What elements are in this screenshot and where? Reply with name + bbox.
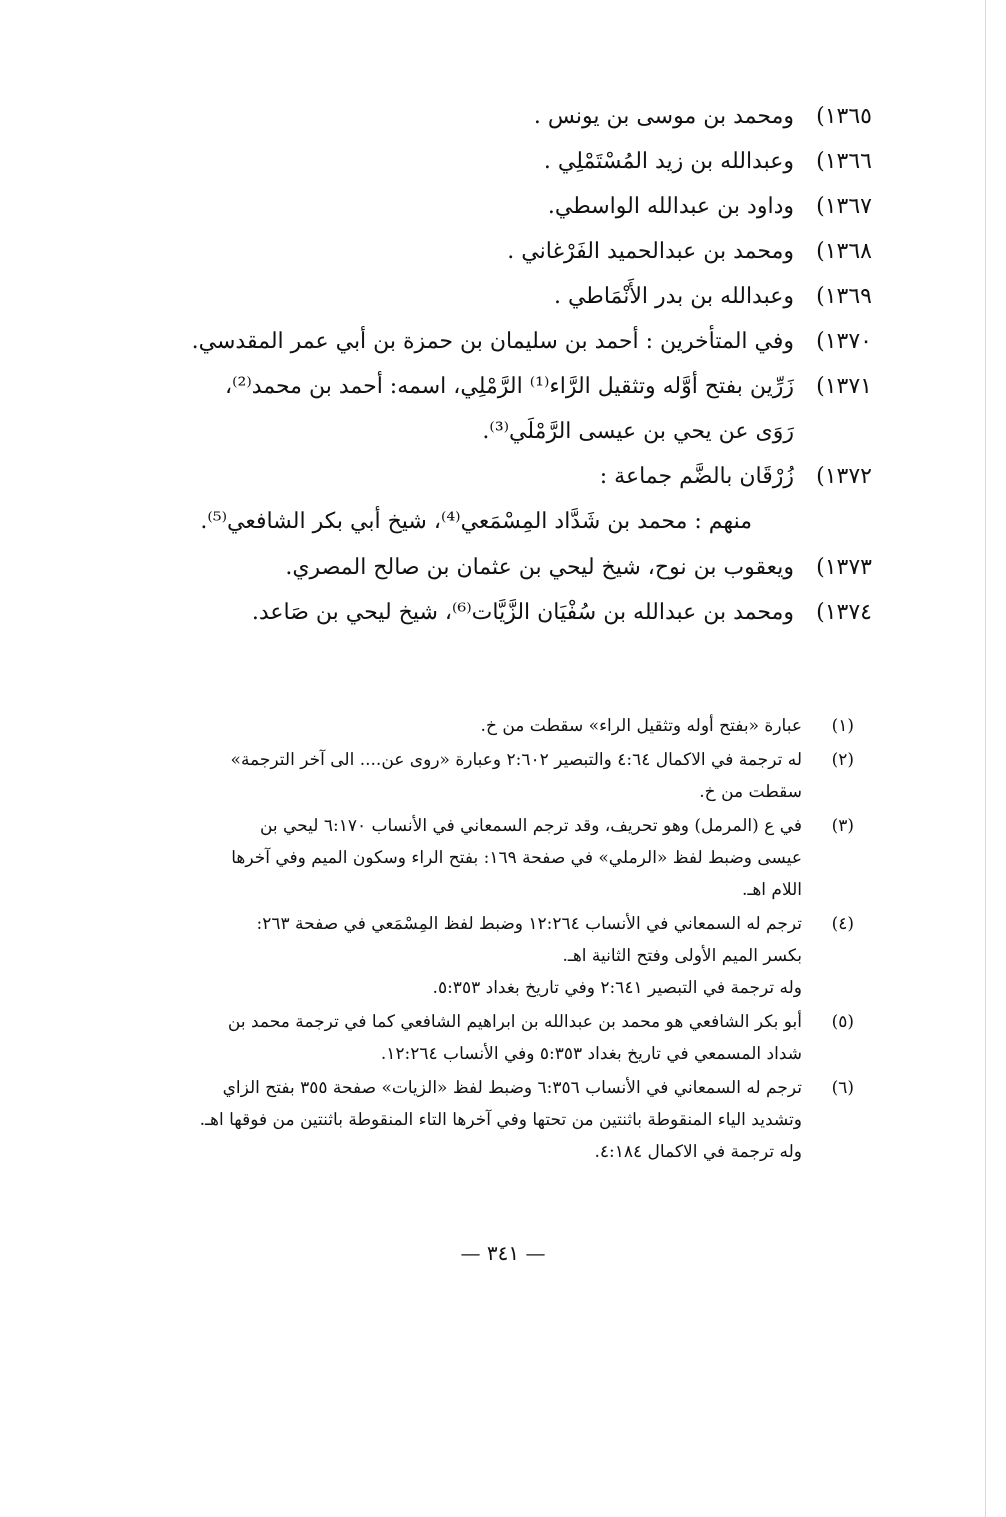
entry-text: ومحمد بن موسى بن يونس . [533,104,794,129]
entry-1373 [138,545,872,590]
entry-text: ويعقوب بن نوح، شيخ ليحي بن عثمان بن صالح المصري. [285,555,794,580]
entry-text: زَرِّين بفتح أوَّله وتثقيل الرَّاء⁽¹⁾ الرَّمْلِي، اسمه: أحمد بن محمد⁽²⁾، [224,374,794,399]
footnote-number: (٤) [831,914,854,934]
footnote-line: شداد المسمعي في تاريخ بغداد ٥:٣٥٣ وفي الأنساب ١٢:٢٦٤. [380,1044,802,1064]
entry-text: وعبدالله بن زيد المُسْتَمْلِي . [543,149,794,174]
entry-1368 [138,229,872,274]
entry-1366 [138,139,872,184]
footnote-line: سقطت من خ. [699,782,802,802]
entry-number: ١٣٦٩) [816,284,872,309]
entry-text: زُرْقَان بالضَّم جماعة : [599,464,794,489]
entry-number: ١٣٧٢) [816,464,872,489]
footnote-line: عيسى وضبط لفظ «الرملي» في صفحة ١٦٩: بفتح الراء وسكون الميم وفي آخرها [231,848,802,868]
entry-1369 [138,274,872,319]
entry-subline: منهم : محمد بن شَدَّاد المِسْمَعي⁽⁴⁾، شيخ أبي بكر الشافعي⁽⁵⁾. [200,509,752,534]
footnote-2 [138,744,854,808]
entry-1374 [138,590,872,635]
footnote-4 [138,908,854,1004]
footnote-number: (٦) [831,1078,854,1098]
footnote-line: في ع (المرمل) وهو تحريف، وقد ترجم السمعاني في الأنساب ٦:١٧٠ ليحي بن [259,816,802,836]
footnote-line: ترجم له السمعاني في الأنساب ٦:٣٥٦ وضبط لفظ «الزيات» صفحة ٣٥٥ بفتح الزاي [222,1078,802,1098]
entry-text: وعبدالله بن بدر الأَنْمَاطي . [553,284,794,309]
entry-1365 [138,94,872,139]
footnote-line: له ترجمة في الاكمال ٤:٦٤ والتبصير ٢:٦٠٢ وعبارة «روى عن.... الى آخر الترجمة» [230,750,802,770]
entry-text: ومحمد بن عبدالحميد الفَرْغاني . [507,239,794,264]
footnote-line: أبو بكر الشافعي هو محمد بن عبدالله بن ابراهيم الشافعي كما في ترجمة محمد بن [227,1012,802,1032]
footnote-number: (٣) [831,816,854,836]
footnote-5 [138,1006,854,1070]
entry-number: ١٣٦٥) [816,104,872,129]
entry-number: ١٣٧٣) [816,555,872,580]
footnote-line: بكسر الميم الأولى وفتح الثانية اهـ. [562,946,802,966]
entry-number: ١٣٧٤) [816,600,872,625]
entry-number: ١٣٦٧) [816,194,872,219]
main-text [138,94,872,635]
footnote-3 [138,810,854,906]
entry-text: وداود بن عبدالله الواسطي. [547,194,794,219]
entry-text: ومحمد بن عبدالله بن سُفْيَان الزَّيَّات⁽⁶⁾، شيخ ليحي بن صَاعد. [251,600,794,625]
footnote-line: وله ترجمة في الاكمال ٤:١٨٤. [594,1142,802,1162]
footnote-6 [138,1072,854,1168]
entry-number: ١٣٦٦) [816,149,872,174]
footnote-number: (٥) [831,1012,854,1032]
footnote-line: وله ترجمة في التبصير ٢:٦٤١ وفي تاريخ بغداد ٥:٣٥٣. [432,978,802,998]
entry-1371 [138,364,872,409]
entry-number: ١٣٧٠) [816,329,872,354]
entry-continuation: رَوَى عن يحي بن عيسى الرَّمْلَي⁽³⁾. [482,419,794,444]
footnote-line: اللام اهـ. [741,880,802,900]
footnote-number: (٢) [831,750,854,770]
page-edge-line [985,0,986,1517]
entry-text: وفي المتأخرين : أحمد بن سليمان بن حمزة بن أبي عمر المقدسي. [191,329,794,354]
footnote-1 [138,710,854,742]
footnote-number: (١) [831,716,854,736]
footnote-line: عبارة «بفتح أوله وتثقيل الراء» سقطت من خ. [480,716,802,736]
entry-number: ١٣٦٨) [816,239,872,264]
entry-1370 [138,319,872,364]
footnote-line: وتشديد الياء المنقوطة باثنتين من تحتها وفي آخرها التاء المنقوطة باثنتين من فوقها اهـ. [199,1110,802,1130]
entry-1367 [138,184,872,229]
entry-1372 [138,454,872,499]
page-number: — ٣٤١ — [460,1241,546,1265]
footnote-line: ترجم له السمعاني في الأنساب ١٢:٢٦٤ وضبط لفظ المِسْمَعي في صفحة ٢٦٣: [256,914,802,934]
footnotes [138,710,854,1170]
entry-number: ١٣٧١) [816,374,872,399]
